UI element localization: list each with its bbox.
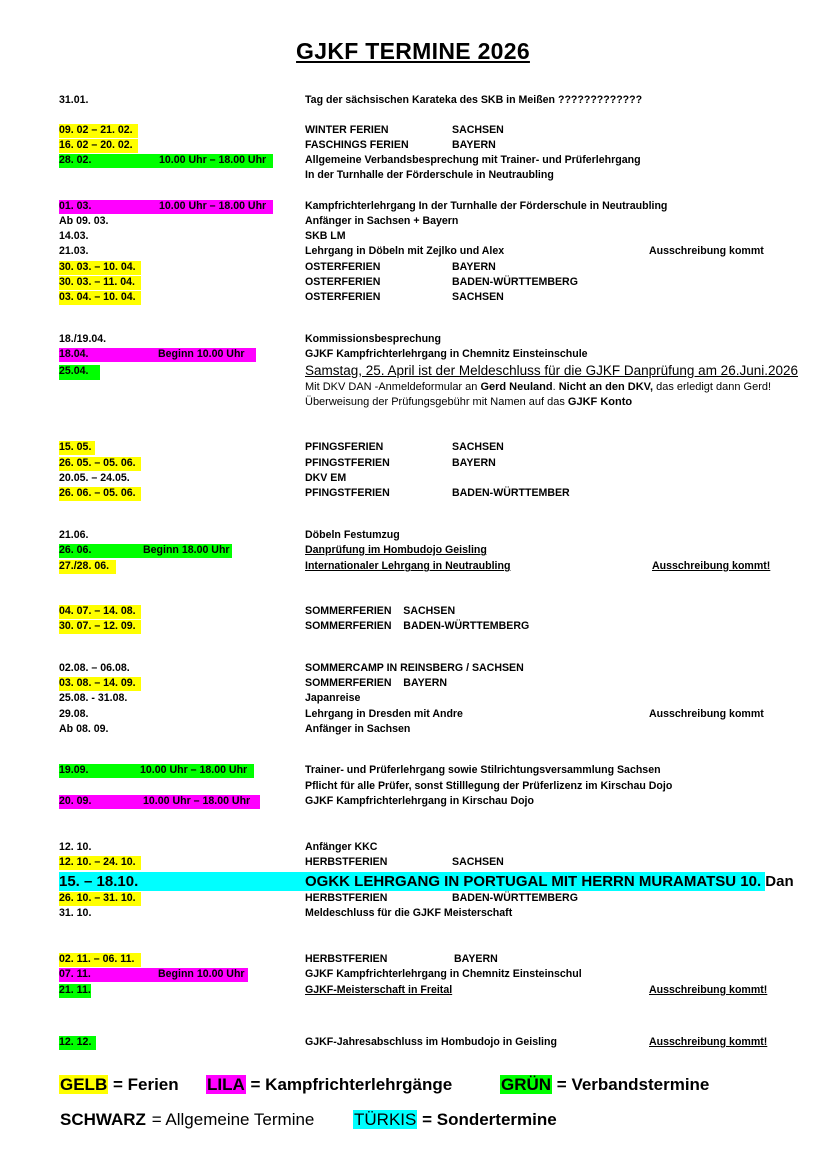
row-date: 29.08. bbox=[59, 708, 89, 720]
row-text: Meldeschluss für die GJKF Meisterschaft bbox=[305, 907, 513, 919]
row-text: SOMMERFERIEN BADEN-WÜRTTEMBERG bbox=[305, 620, 530, 632]
row-date: 26. 05. – 05. 06. bbox=[59, 457, 136, 469]
schedule-row bbox=[0, 440, 826, 455]
row-text: OSTERFERIEN bbox=[305, 276, 381, 288]
schedule-row bbox=[0, 891, 826, 906]
row-date: 18.04. bbox=[59, 348, 89, 360]
legend-label: = Ferien bbox=[112, 1075, 179, 1094]
schedule-row bbox=[0, 153, 826, 168]
row-text: GJKF Kampfrichterlehrgang in Kirschau Dojo bbox=[305, 795, 534, 807]
row-text: Döbeln Festumzug bbox=[305, 529, 400, 541]
row-date: 04. 07. – 14. 08. bbox=[59, 605, 136, 617]
info-part: das erledigt dann Gerd! bbox=[653, 381, 772, 393]
row-text: Anfänger in Sachsen + Bayern bbox=[305, 215, 459, 227]
row-text: Allgemeine Verbandsbesprechung mit Trainer- und Prüferlehrgang bbox=[305, 154, 641, 166]
row-date: 16. 02 – 20. 02. bbox=[59, 139, 133, 151]
row-text: Anfänger KKC bbox=[305, 841, 378, 853]
date-suffix: . bbox=[87, 984, 91, 996]
page-title: GJKF TERMINE 2026 bbox=[296, 38, 530, 64]
row-text: FASCHINGS FERIEN bbox=[305, 139, 409, 151]
row-text: SKB LM bbox=[305, 230, 346, 242]
row-date: 25.08. - 31.08. bbox=[59, 692, 128, 704]
row-date: 12. 10. bbox=[59, 841, 92, 853]
row-date: 12. 10. – 24. 10. bbox=[59, 856, 136, 868]
row-text: OSTERFERIEN bbox=[305, 291, 381, 303]
info-account: GJKF Konto bbox=[567, 396, 633, 408]
schedule-row bbox=[0, 543, 826, 558]
legend-key: GELB bbox=[60, 1075, 108, 1094]
row-note: Ausschreibung kommt! bbox=[649, 984, 768, 996]
row-text: Danprüfung im Hombudojo Geisling bbox=[305, 544, 487, 556]
schedule-row bbox=[0, 214, 826, 229]
row-date: 02.08. – 06.08. bbox=[59, 662, 130, 674]
schedule-row bbox=[0, 486, 826, 501]
info-part: Mit DKV DAN -Anmeldeformular an bbox=[305, 381, 481, 393]
schedule-row bbox=[0, 364, 826, 381]
row-date: 31. 10. bbox=[59, 907, 92, 919]
schedule-row bbox=[0, 722, 826, 737]
row-date: 21.06. bbox=[59, 529, 89, 541]
schedule-row bbox=[0, 661, 826, 676]
schedule-row bbox=[0, 244, 826, 259]
deadline-notice: Samstag, 25. April ist der Meldeschluss für die GJKF Danprüfung am 26.Juni.2026 bbox=[305, 363, 799, 378]
row-text: HERBSTFERIEN bbox=[305, 892, 388, 904]
schedule-row bbox=[0, 471, 826, 486]
row-time: 10.00 Uhr – 18.00 Uhr bbox=[159, 154, 267, 166]
row-date: 25.04. bbox=[59, 365, 89, 377]
date-value: 21. 11 bbox=[59, 984, 88, 996]
info-part: . bbox=[552, 381, 559, 393]
schedule-row bbox=[0, 456, 826, 471]
row-place: BAYERN bbox=[452, 261, 496, 273]
legend-key: GRÜN bbox=[501, 1075, 552, 1094]
schedule-row bbox=[0, 952, 826, 967]
row-text: SOMMERFERIEN BAYERN bbox=[305, 677, 448, 689]
row-date: 20.05. – 24.05. bbox=[59, 472, 130, 484]
row-text: PFINGSFERIEN bbox=[305, 441, 384, 453]
schedule-row bbox=[0, 691, 826, 706]
schedule-row bbox=[0, 604, 826, 619]
row-text: Kommissionsbesprechung bbox=[305, 333, 441, 345]
legend-key: SCHWARZ bbox=[60, 1110, 146, 1129]
schedule-row bbox=[0, 93, 826, 108]
schedule-row bbox=[0, 676, 826, 691]
schedule-row bbox=[0, 855, 826, 870]
row-date: 21.03. bbox=[59, 245, 89, 257]
row-date: 03. 08. – 14. 09. bbox=[59, 677, 136, 689]
row-date: 30. 03. – 11. 04. bbox=[59, 276, 135, 288]
special-text: OGKK LEHRGANG IN PORTUGAL MIT HERRN MURAMATSU 10. Dan bbox=[305, 873, 794, 890]
row-place: SACHSEN bbox=[452, 291, 504, 303]
schedule-row bbox=[0, 168, 826, 183]
info-part: Überweisung der Prüfungsgebühr mit Namen auf das bbox=[305, 396, 568, 408]
schedule-row bbox=[0, 1035, 826, 1050]
row-date: Ab 09. 03. bbox=[59, 215, 109, 227]
schedule-row bbox=[0, 275, 826, 290]
schedule-row bbox=[0, 380, 826, 395]
info-warning: Nicht an den DKV, bbox=[558, 381, 654, 393]
special-event-row bbox=[59, 872, 794, 891]
legend-label: = Verbandstermine bbox=[556, 1075, 710, 1094]
row-place: BAYERN bbox=[452, 139, 496, 151]
row-text: Kampfrichterlehrgang In der Turnhalle der Förderschule in Neutraubling bbox=[305, 200, 668, 212]
row-text: OSTERFERIEN bbox=[305, 261, 381, 273]
row-place: BAYERN bbox=[454, 953, 498, 965]
row-place: SACHSEN bbox=[452, 124, 504, 136]
row-date: 01. 03. bbox=[59, 200, 92, 212]
schedule-row bbox=[0, 840, 826, 855]
row-time: 10.00 Uhr – 18.00 Uhr bbox=[159, 200, 267, 212]
row-date: 02. 11. – 06. 11. bbox=[59, 953, 135, 965]
row-text: In der Turnhalle der Förderschule in Neutraubling bbox=[305, 169, 554, 181]
schedule-row bbox=[0, 707, 826, 722]
row-date: 27./28. 06. bbox=[59, 560, 110, 572]
schedule-row bbox=[0, 967, 826, 982]
row-text: DKV EM bbox=[305, 472, 347, 484]
row-date: 03. 04. – 10. 04. bbox=[59, 291, 136, 303]
row-date: 28. 02. bbox=[59, 154, 92, 166]
row-date: 26. 06. bbox=[59, 544, 92, 556]
registration-info bbox=[305, 380, 771, 395]
row-place: BADEN-WÜRTTEMBER bbox=[452, 487, 570, 499]
row-text: PFINGSTFERIEN bbox=[305, 457, 390, 469]
row-place: BADEN-WÜRTTEMBERG bbox=[452, 276, 578, 288]
schedule-row bbox=[0, 779, 826, 794]
row-date: 26. 10. – 31. 10. bbox=[59, 892, 136, 904]
schedule-row bbox=[0, 794, 826, 809]
row-date: 09. 02 – 21. 02. bbox=[59, 124, 133, 136]
legend-magenta bbox=[206, 1075, 452, 1095]
schedule-row bbox=[0, 138, 826, 153]
row-text: WINTER FERIEN bbox=[305, 124, 389, 136]
schedule-row bbox=[0, 763, 826, 778]
row-place: SACHSEN bbox=[452, 856, 504, 868]
row-note: Ausschreibung kommt bbox=[649, 708, 764, 720]
schedule-row bbox=[0, 260, 826, 275]
row-date: 14.03. bbox=[59, 230, 89, 242]
row-text: GJKF Kampfrichterlehrgang in Chemnitz Einsteinschule bbox=[305, 348, 588, 360]
row-place: BADEN-WÜRTTEMBERG bbox=[452, 892, 578, 904]
row-text: PFINGSTFERIEN bbox=[305, 487, 390, 499]
schedule-row bbox=[0, 290, 826, 305]
row-text: GJKF-Jahresabschluss im Hombudojo in Geisling bbox=[305, 1036, 557, 1048]
schedule-row bbox=[0, 528, 826, 543]
row-date: 26. 06. – 05. 06. bbox=[59, 487, 136, 499]
row-date: 12. 12. bbox=[59, 1036, 92, 1048]
legend-label: = Sondertermine bbox=[422, 1110, 557, 1129]
schedule-row bbox=[0, 347, 826, 362]
schedule-row bbox=[0, 395, 826, 410]
row-text: Japanreise bbox=[305, 692, 361, 704]
row-time: Beginn 18.00 Uhr bbox=[143, 544, 230, 556]
row-text: HERBSTFERIEN bbox=[305, 953, 388, 965]
row-text: Pflicht für alle Prüfer, sonst Stilllegung der Prüferlizenz im Kirschau Dojo bbox=[305, 780, 673, 792]
schedule-row bbox=[0, 983, 826, 998]
row-note: Ausschreibung kommt! bbox=[652, 560, 771, 572]
row-note: Ausschreibung kommt bbox=[649, 245, 764, 257]
schedule-row bbox=[0, 332, 826, 347]
row-time: Beginn 10.00 Uhr bbox=[158, 968, 245, 980]
row-date: 07. 11. bbox=[59, 968, 91, 980]
row-text: Anfänger in Sachsen bbox=[305, 723, 411, 735]
legend-black bbox=[59, 1110, 314, 1130]
legend-yellow bbox=[59, 1075, 179, 1095]
schedule-row bbox=[0, 559, 826, 574]
info-contact: Gerd Neuland bbox=[480, 381, 553, 393]
row-date bbox=[59, 983, 91, 998]
payment-info bbox=[305, 395, 632, 410]
row-text: Internationaler Lehrgang in Neutraubling bbox=[305, 560, 511, 572]
schedule-row bbox=[0, 619, 826, 634]
schedule-row bbox=[0, 229, 826, 244]
row-date: 15. 05. bbox=[59, 441, 92, 453]
row-text: Lehrgang in Döbeln mit Zejlko und Alex bbox=[305, 245, 505, 257]
row-text: Tag der sächsischen Karateka des SKB in Meißen ????????????? bbox=[305, 94, 643, 106]
schedule-row bbox=[0, 123, 826, 138]
schedule-row bbox=[0, 199, 826, 214]
row-date: 31.01. bbox=[59, 94, 89, 106]
row-place: BAYERN bbox=[452, 457, 496, 469]
row-time: 10.00 Uhr – 18.00 Uhr bbox=[143, 795, 251, 807]
row-date: 30. 03. – 10. 04. bbox=[59, 261, 136, 273]
row-place: SACHSEN bbox=[452, 441, 504, 453]
row-date: 30. 07. – 12. 09. bbox=[59, 620, 136, 632]
row-text: Lehrgang in Dresden mit Andre bbox=[305, 708, 463, 720]
row-text: GJKF Kampfrichterlehrgang in Chemnitz Einsteinschul bbox=[305, 968, 582, 980]
row-date: 18./19.04. bbox=[59, 333, 107, 345]
schedule-row bbox=[0, 906, 826, 921]
row-text: GJKF-Meisterschaft in Freital bbox=[305, 984, 453, 996]
legend-label: = Kampfrichterlehrgänge bbox=[250, 1075, 453, 1094]
row-text: HERBSTFERIEN bbox=[305, 856, 388, 868]
row-time: 10.00 Uhr – 18.00 Uhr bbox=[140, 764, 248, 776]
row-text: SOMMERFERIEN SACHSEN bbox=[305, 605, 456, 617]
row-date: Ab 08. 09. bbox=[59, 723, 109, 735]
legend-label: = Allgemeine Termine bbox=[151, 1110, 315, 1129]
row-time: Beginn 10.00 Uhr bbox=[158, 348, 245, 360]
legend-key: LILA bbox=[207, 1075, 245, 1094]
row-date: 20. 09. bbox=[59, 795, 92, 807]
legend-cyan bbox=[353, 1110, 557, 1130]
row-date: 19.09. bbox=[59, 764, 89, 776]
row-text: Trainer- und Prüferlehrgang sowie Stilrichtungsversammlung Sachsen bbox=[305, 764, 661, 776]
special-date: 15. – 18.10. bbox=[59, 873, 139, 890]
legend-key: TÜRKIS bbox=[354, 1110, 417, 1129]
row-note: Ausschreibung kommt! bbox=[649, 1036, 768, 1048]
row-text: SOMMERCAMP IN REINSBERG / SACHSEN bbox=[305, 662, 524, 674]
legend-green bbox=[500, 1075, 709, 1095]
